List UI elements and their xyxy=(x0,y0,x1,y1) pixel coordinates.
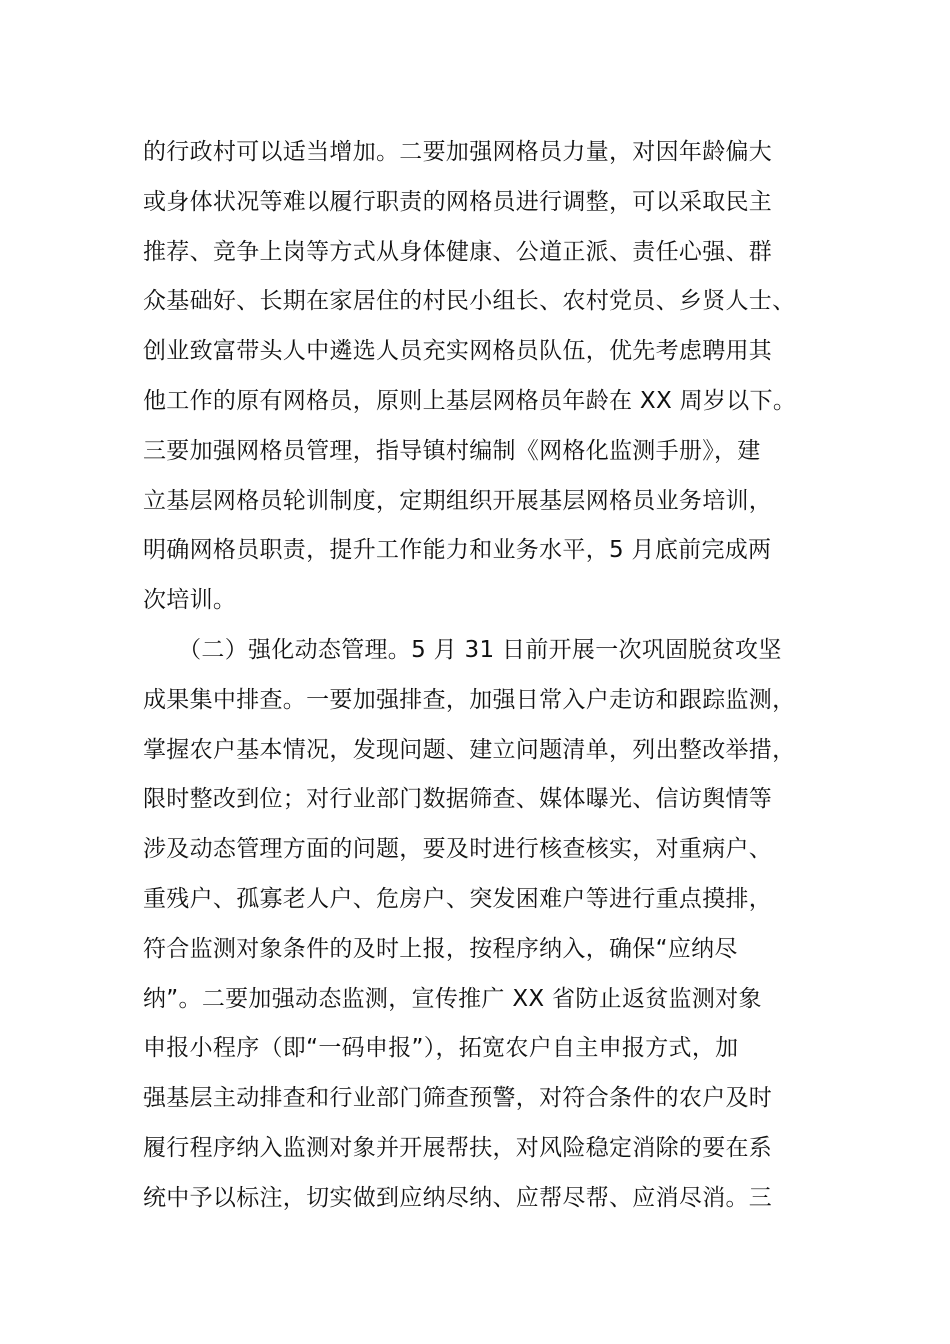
text-line: 他工作的原有网格员，原则上基层网格员年龄在 XX 周岁以下。 xyxy=(143,387,797,414)
section-heading-line: （二）强化动态管理。5 月 31 日前开展一次巩固脱贫攻坚 xyxy=(143,636,782,663)
text-line: 三要加强网格员管理，指导镇村编制《网格化监测手册》，建 xyxy=(143,437,761,464)
text-line: 推荐、竞争上岗等方式从身体健康、公道正派、责任心强、群 xyxy=(143,238,773,265)
text-line: 立基层网格员轮训制度，定期组织开展基层网格员业务培训， xyxy=(143,487,773,514)
text-line: 履行程序纳入监测对象并开展帮扶，对风险稳定消除的要在系 xyxy=(143,1134,773,1161)
text-line: 明确网格员职责，提升工作能力和业务水平，5 月底前完成两 xyxy=(143,537,772,564)
text-line: 强基层主动排查和行业部门筛查预警，对符合条件的农户及时 xyxy=(143,1085,773,1112)
text-line: 统中予以标注，切实做到应纳尽纳、应帮尽帮、应消尽消。三 xyxy=(143,1184,773,1211)
document-body xyxy=(143,128,823,1224)
text-line: 众基础好、长期在家居住的村民小组长、农村党员、乡贤人士、 xyxy=(143,288,796,315)
text-line: 次培训。 xyxy=(143,587,237,614)
text-line: 涉及动态管理方面的问题，要及时进行核查核实，对重病户、 xyxy=(143,836,773,863)
text-line: 成果集中排查。一要加强排查，加强日常入户走访和跟踪监测， xyxy=(143,686,796,713)
text-line: 的行政村可以适当增加。二要加强网格员力量，对因年龄偏大 xyxy=(143,139,773,165)
text-line: 重残户、孤寡老人户、危房户、突发困难户等进行重点摸排， xyxy=(143,885,773,912)
text-line: 申报小程序（即“一码申报”），拓宽农户自主申报方式，加 xyxy=(143,1035,739,1062)
text-line: 掌握农户基本情况，发现问题、建立问题清单，列出整改举措， xyxy=(143,736,796,763)
text-line: 符合监测对象条件的及时上报，按程序纳入，确保“应纳尽 xyxy=(143,935,738,962)
text-line: 限时整改到位；对行业部门数据筛查、媒体曝光、信访舆情等 xyxy=(143,786,773,813)
text-line: 创业致富带头人中遴选人员充实网格员队伍，优先考虑聘用其 xyxy=(143,338,773,365)
text-line: 或身体状况等难以履行职责的网格员进行调整，可以采取民主 xyxy=(143,188,773,215)
text-line: 纳”。二要加强动态监测，宣传推广 XX 省防止返贫监测对象 xyxy=(143,985,762,1012)
